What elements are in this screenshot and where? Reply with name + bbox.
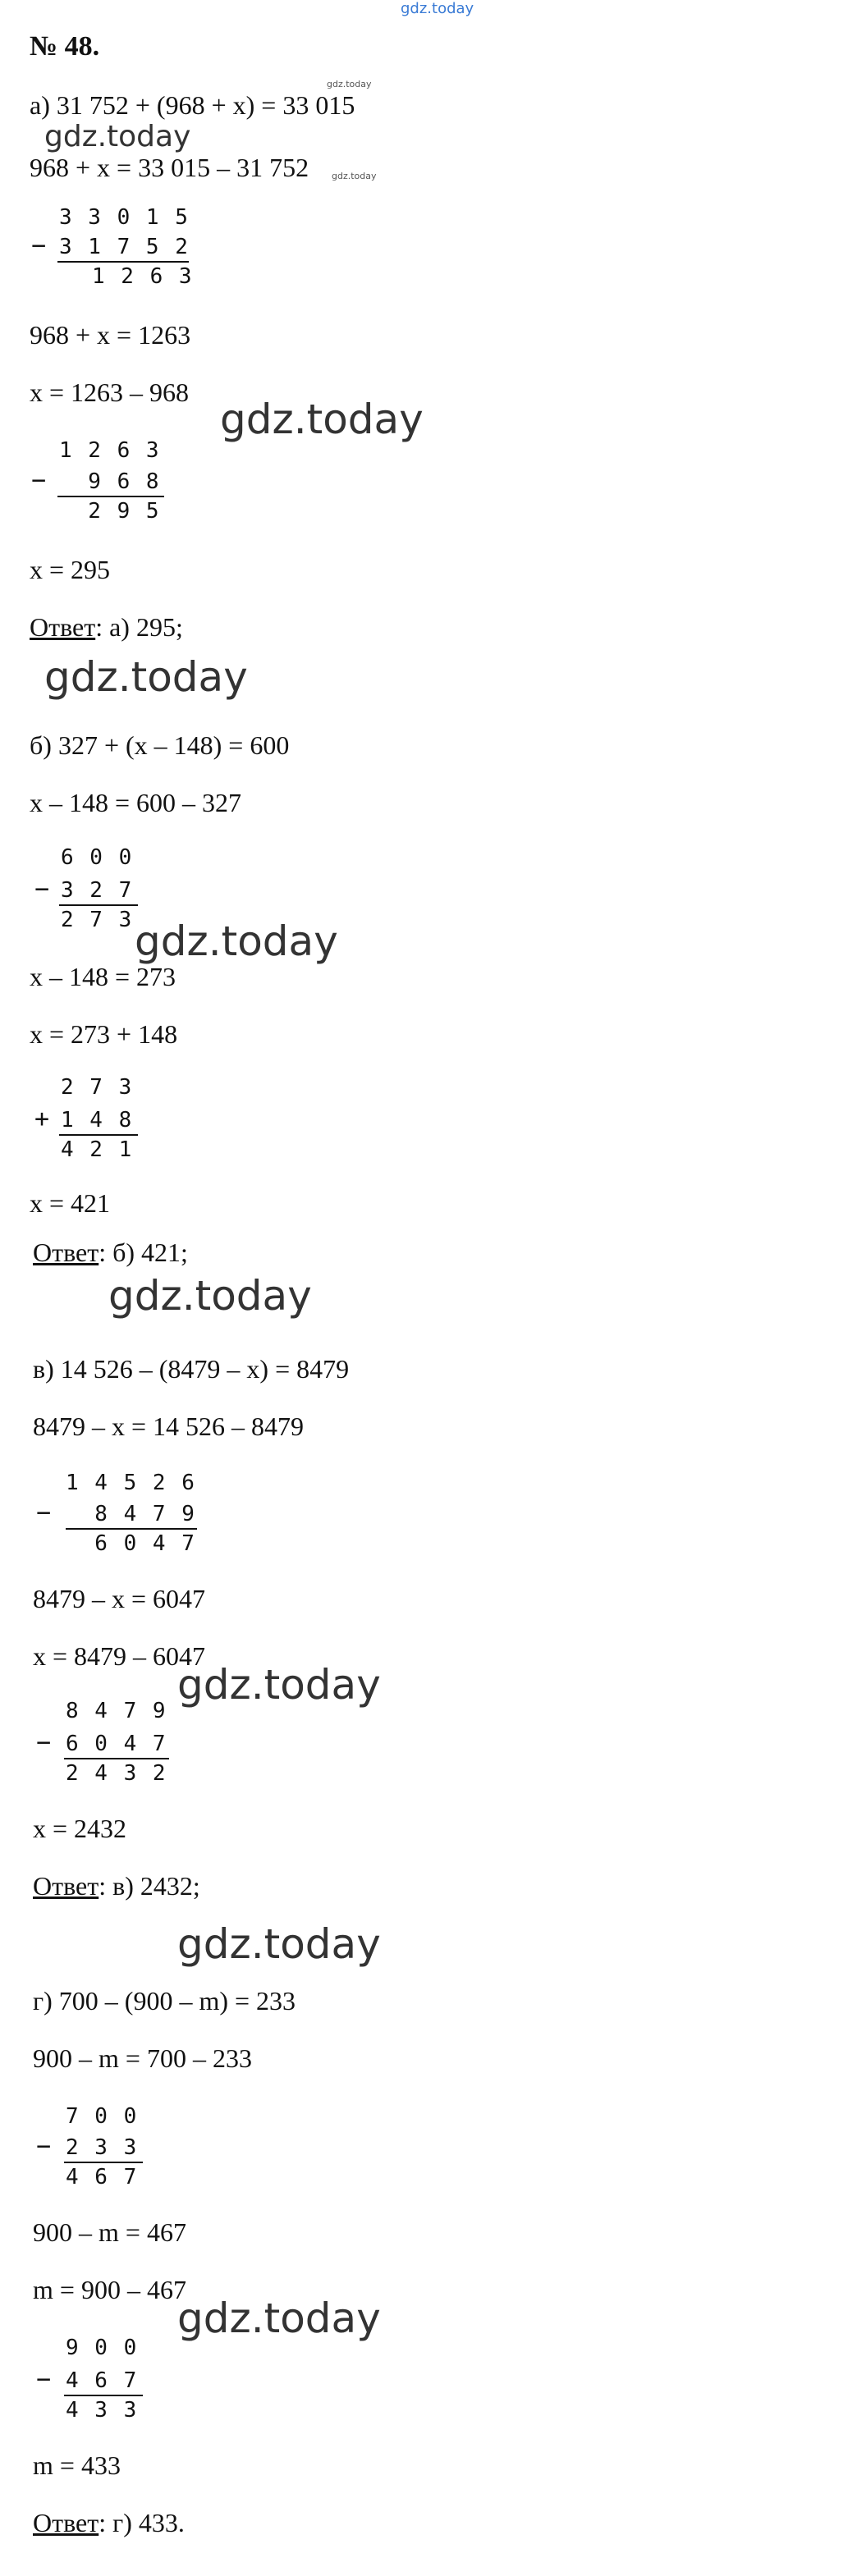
part-d-equation-3: 900 – m = 467 <box>33 2217 186 2247</box>
part-b-answer <box>33 1238 188 1268</box>
part-d-answer <box>33 2508 185 2538</box>
difference: 2 9 5 <box>59 499 161 524</box>
watermark-tiny: gdz.today <box>332 171 377 181</box>
part-a-answer <box>30 612 183 643</box>
watermark: gdz.today <box>135 917 338 965</box>
minuend: 1 2 6 3 <box>59 438 161 463</box>
part-d-equation-4: m = 900 – 467 <box>33 2275 186 2304</box>
watermark: gdz.today <box>108 1272 312 1320</box>
watermark: gdz.today <box>177 2295 381 2342</box>
sum-line <box>57 496 164 497</box>
minus-sign: − <box>36 2365 52 2394</box>
difference: 2 7 3 <box>61 908 134 932</box>
sum-line <box>64 1758 169 1759</box>
part-c-equation-4: х = 8479 – 6047 <box>33 1641 206 1671</box>
subtrahend: 3 1 7 5 2 <box>59 235 190 259</box>
part-c-equation-5: х = 2432 <box>33 1814 127 1843</box>
part-c-equation-1: в) 14 526 – (8479 – х) = 8479 <box>33 1354 350 1384</box>
answer-label: Ответ <box>30 612 96 642</box>
watermark: gdz.today <box>220 396 424 443</box>
sum-line <box>64 2162 143 2163</box>
minus-sign: − <box>36 1498 52 1527</box>
part-d-equation-1: г) 700 – (900 – m) = 233 <box>33 1986 296 2016</box>
sum-line <box>57 261 189 263</box>
subtrahend: 6 0 4 7 <box>66 1732 167 1756</box>
part-a-equation-2: 968 + х = 33 015 – 31 752 <box>30 153 309 182</box>
part-c-answer <box>33 1871 200 1901</box>
subtrahend: 4 6 7 <box>66 2368 139 2393</box>
difference: 4 3 3 <box>66 2398 139 2423</box>
minus-sign: − <box>36 2132 52 2161</box>
watermark-tiny: gdz.today <box>327 79 372 89</box>
part-a-equation-3: 968 + х = 1263 <box>30 320 191 350</box>
watermark: gdz.today <box>177 1920 381 1968</box>
minuend: 1 4 5 2 6 <box>66 1471 196 1495</box>
sum-line <box>64 2395 143 2396</box>
subtrahend: 2 3 3 <box>66 2135 139 2160</box>
minuend: 7 0 0 <box>66 2104 139 2129</box>
plus-sign: + <box>34 1105 50 1133</box>
addend-2: 1 4 8 <box>61 1108 134 1132</box>
watermark: gdz.today <box>44 120 191 153</box>
part-b-equation-4: х = 273 + 148 <box>30 1019 178 1049</box>
answer-label: Ответ <box>33 1238 99 1267</box>
part-b-equation-2: х – 148 = 600 – 327 <box>30 788 242 817</box>
minus-sign: − <box>34 875 50 904</box>
sum-line <box>66 1528 197 1530</box>
subtrahend: 9 6 8 <box>59 469 161 494</box>
minuend: 3 3 0 1 5 <box>59 205 190 230</box>
answer-text: : б) 421; <box>99 1238 188 1267</box>
part-c-equation-2: 8479 – х = 14 526 – 8479 <box>33 1412 305 1441</box>
answer-label: Ответ <box>33 2508 99 2537</box>
subtrahend: 3 2 7 <box>61 878 134 903</box>
subtrahend: 8 4 7 9 <box>66 1502 196 1526</box>
minus-sign: − <box>36 1728 52 1757</box>
answer-text: : в) 2432; <box>99 1871 200 1901</box>
part-b-equation-3: х – 148 = 273 <box>30 962 176 991</box>
minuend: 8 4 7 9 <box>66 1699 167 1723</box>
part-b-equation-1: б) 327 + (х – 148) = 600 <box>30 730 290 760</box>
part-d-equation-5: m = 433 <box>33 2450 121 2480</box>
problem-number: № 48. <box>30 31 100 62</box>
sum-line <box>59 904 138 906</box>
difference: 1 2 6 3 <box>92 264 194 289</box>
watermark: gdz.today <box>44 653 248 701</box>
minuend: 9 0 0 <box>66 2336 139 2360</box>
difference: 2 4 3 2 <box>66 1761 167 1786</box>
part-a-equation-1: а) 31 752 + (968 + х) = 33 015 <box>30 90 355 120</box>
minuend: 6 0 0 <box>61 845 134 870</box>
part-a-equation-5: х = 295 <box>30 555 111 584</box>
watermark: gdz.today <box>177 1661 381 1709</box>
part-b-equation-5: х = 421 <box>30 1188 111 1218</box>
addend-1: 2 7 3 <box>61 1075 134 1100</box>
minus-sign: − <box>31 466 47 495</box>
sum-line <box>59 1134 138 1136</box>
part-c-equation-3: 8479 – х = 6047 <box>33 1584 206 1613</box>
part-d-equation-2: 900 – m = 700 – 233 <box>33 2043 252 2073</box>
part-a-equation-4: х = 1263 – 968 <box>30 377 190 407</box>
difference: 6 0 4 7 <box>66 1531 196 1556</box>
difference: 4 6 7 <box>66 2165 139 2189</box>
answer-text: : г) 433. <box>99 2508 185 2537</box>
answer-text: : а) 295; <box>95 612 183 642</box>
header-watermark: gdz.today <box>401 0 474 17</box>
minus-sign: − <box>31 231 47 260</box>
answer-label: Ответ <box>33 1871 99 1901</box>
sum: 4 2 1 <box>61 1137 134 1162</box>
